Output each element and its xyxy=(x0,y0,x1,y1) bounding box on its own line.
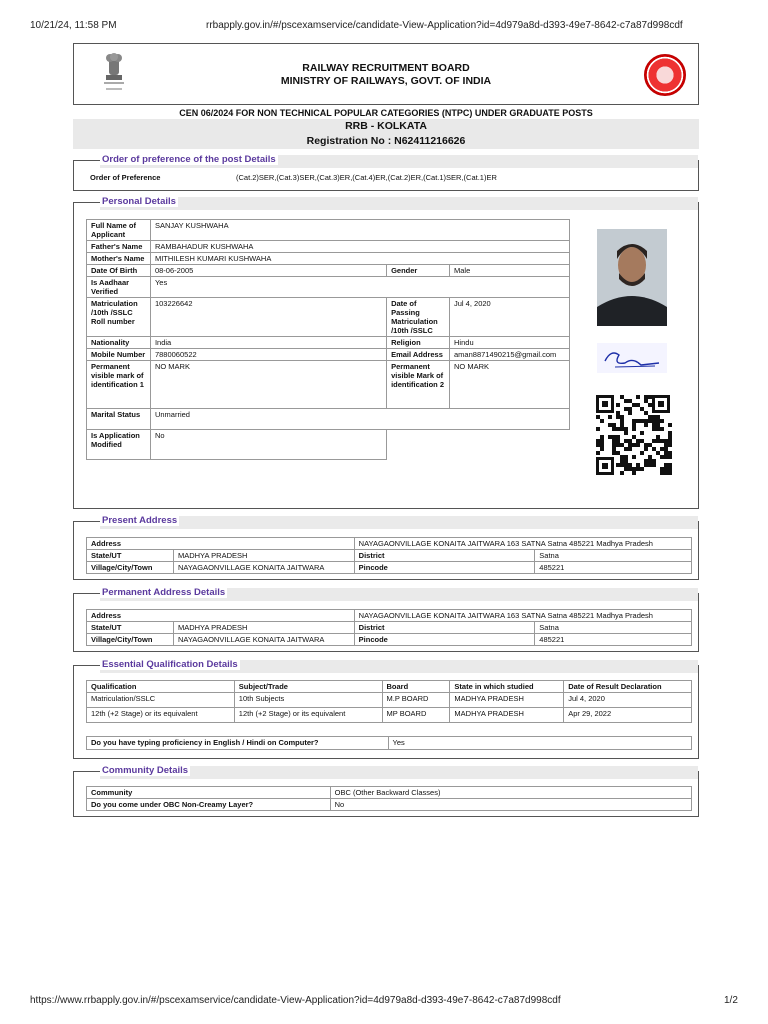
table-row xyxy=(87,298,570,337)
mark2-value: NO MARK xyxy=(450,361,570,409)
table-row xyxy=(87,361,570,409)
table-cell: MADHYA PRADESH xyxy=(450,708,564,723)
passing-date-label: Date of Passing Matriculation /10th /SSLC xyxy=(387,298,450,337)
community-section xyxy=(73,765,699,817)
print-url-top: rrbapply.gov.in/#/pscexamservice/candidate-View-Application?id=4d979a8d-d393-49e7-8642-c7a87d998cdf xyxy=(206,20,683,31)
applicant-signature xyxy=(597,343,667,373)
state-label: State/UT xyxy=(87,622,174,634)
pincode-value: 485221 xyxy=(535,634,692,646)
table-cell: M.P BOARD xyxy=(382,693,450,708)
registration-number: Registration No : N62411216626 xyxy=(73,133,699,149)
qualification-section xyxy=(73,659,699,759)
table-row xyxy=(87,693,692,708)
table-row xyxy=(87,241,570,253)
community-value: OBC (Other Backward Classes) xyxy=(330,787,691,799)
email-label: Email Address xyxy=(387,349,450,361)
mark2-label: Permanent visible Mark of identification 2 xyxy=(387,361,450,409)
header-box xyxy=(73,43,699,105)
permanent-address-table xyxy=(86,609,692,646)
preference-label: Order of Preference xyxy=(90,173,161,182)
nationality-label: Nationality xyxy=(87,337,151,349)
table-row xyxy=(87,337,570,349)
org-name-line1: RAILWAY RECRUITMENT BOARD xyxy=(302,62,470,74)
community-table xyxy=(86,786,692,811)
full-name-label: Full Name of Applicant xyxy=(87,220,151,241)
permanent-address-section xyxy=(73,587,699,652)
address-label: Address xyxy=(87,538,355,550)
state-studied-header: State in which studied xyxy=(450,681,564,693)
cen-title: CEN 06/2024 FOR NON TECHNICAL POPULAR CATEGORIES (NTPC) UNDER GRADUATE POSTS xyxy=(179,108,593,118)
gender-value: Male xyxy=(450,265,570,277)
table-row xyxy=(87,622,692,634)
table-cell: Jul 4, 2020 xyxy=(564,693,692,708)
personal-section xyxy=(73,196,699,509)
table-row xyxy=(87,220,570,241)
section-title: Permanent Address Details xyxy=(102,587,226,598)
nationality-value: India xyxy=(150,337,386,349)
indian-railways-logo-icon xyxy=(644,54,686,96)
matric-roll-value: 103226642 xyxy=(150,298,386,337)
village-label: Village/City/Town xyxy=(87,562,174,574)
qualification-table xyxy=(86,680,692,723)
table-cell: MP BOARD xyxy=(382,708,450,723)
full-name-value: SANJAY KUSHWAHA xyxy=(150,220,569,241)
print-page-number: 1/2 xyxy=(724,995,738,1006)
table-row xyxy=(87,562,692,574)
dob-label: Date Of Birth xyxy=(87,265,151,277)
org-name-line2: MINISTRY OF RAILWAYS, GOVT. OF INDIA xyxy=(280,75,492,87)
matric-roll-label: Matriculation /10th /SSLC Roll number xyxy=(87,298,151,337)
table-cell: Apr 29, 2022 xyxy=(564,708,692,723)
table-row xyxy=(87,681,692,693)
religion-label: Religion xyxy=(387,337,450,349)
state-value: MADHYA PRADESH xyxy=(173,622,354,634)
village-value: NAYAGAONVILLAGE KONAITA JAITWARA xyxy=(173,634,354,646)
address-value: NAYAGAONVILLAGE KONAITA JAITWARA 163 SATNA Satna 485221 Madhya Pradesh xyxy=(354,538,691,550)
address-label: Address xyxy=(87,610,355,622)
section-title: Personal Details xyxy=(102,196,176,207)
present-address-table xyxy=(86,537,692,574)
modified-value: No xyxy=(150,430,386,460)
table-row xyxy=(87,349,570,361)
section-title: Community Details xyxy=(102,765,189,776)
passing-date-value: Jul 4, 2020 xyxy=(450,298,570,337)
print-url-bottom: https://www.rrbapply.gov.in/#/pscexamservice/candidate-View-Application?id=4d979a8d-d393-49e7-8642-c7a87d998cdf xyxy=(30,995,561,1006)
village-label: Village/City/Town xyxy=(87,634,174,646)
table-row xyxy=(87,430,570,460)
table-row xyxy=(87,708,692,723)
table-row xyxy=(87,538,692,550)
pincode-label: Pincode xyxy=(354,634,535,646)
section-title: Present Address xyxy=(102,515,178,526)
typing-label: Do you have typing proficiency in English / Hindi on Computer? xyxy=(87,737,389,750)
table-row xyxy=(87,550,692,562)
mark1-value: NO MARK xyxy=(150,361,386,409)
marital-value: Unmarried xyxy=(150,409,569,430)
qr-code-icon xyxy=(594,393,672,477)
typing-value: Yes xyxy=(388,737,691,750)
table-row xyxy=(87,799,692,811)
print-datetime: 10/21/24, 11:58 PM xyxy=(30,20,117,31)
village-value: NAYAGAONVILLAGE KONAITA JAITWARA xyxy=(173,562,354,574)
present-address-section xyxy=(73,515,699,580)
district-value: Satna xyxy=(535,622,692,634)
state-value: MADHYA PRADESH xyxy=(173,550,354,562)
table-row xyxy=(87,634,692,646)
subject-header: Subject/Trade xyxy=(234,681,382,693)
table-row xyxy=(87,737,692,750)
father-name-value: RAMBAHADUR KUSHWAHA xyxy=(150,241,569,253)
board-header: Board xyxy=(382,681,450,693)
district-label: District xyxy=(354,550,535,562)
marital-label: Marital Status xyxy=(87,409,151,430)
table-cell: 12th (+2 Stage) or its equivalent xyxy=(87,708,235,723)
table-row xyxy=(87,277,570,298)
email-value: aman8871490215@gmail.com xyxy=(450,349,570,361)
dob-value: 08-06-2005 xyxy=(150,265,386,277)
rrb-name: RRB - KOLKATA xyxy=(73,119,699,133)
table-row xyxy=(87,610,692,622)
creamy-layer-value: No xyxy=(330,799,691,811)
state-label: State/UT xyxy=(87,550,174,562)
table-cell: 12th (+2 Stage) or its equivalent xyxy=(234,708,382,723)
aadhaar-label: Is Aadhaar Verified xyxy=(87,277,151,298)
religion-value: Hindu xyxy=(450,337,570,349)
section-title: Essential Qualification Details xyxy=(102,659,238,670)
address-value: NAYAGAONVILLAGE KONAITA JAITWARA 163 SATNA Satna 485221 Madhya Pradesh xyxy=(354,610,691,622)
creamy-layer-label: Do you come under OBC Non-Creamy Layer? xyxy=(87,799,331,811)
mark1-label: Permanent visible mark of identification 1 xyxy=(87,361,151,409)
pincode-label: Pincode xyxy=(354,562,535,574)
mobile-value: 7880060522 xyxy=(150,349,386,361)
table-row xyxy=(87,787,692,799)
personal-table xyxy=(86,219,570,460)
national-emblem-icon xyxy=(100,52,128,96)
mobile-label: Mobile Number xyxy=(87,349,151,361)
father-name-label: Father's Name xyxy=(87,241,151,253)
district-value: Satna xyxy=(535,550,692,562)
community-label: Community xyxy=(87,787,331,799)
table-cell: MADHYA PRADESH xyxy=(450,693,564,708)
aadhaar-value: Yes xyxy=(150,277,569,298)
pincode-value: 485221 xyxy=(535,562,692,574)
applicant-photo xyxy=(597,229,667,326)
modified-label: Is Application Modified xyxy=(87,430,151,460)
table-row xyxy=(87,253,570,265)
section-title: Order of preference of the post Details xyxy=(102,154,276,165)
mother-name-value: MITHILESH KUMARI KUSHWAHA xyxy=(150,253,569,265)
mother-name-label: Mother's Name xyxy=(87,253,151,265)
district-label: District xyxy=(354,622,535,634)
gender-label: Gender xyxy=(387,265,450,277)
table-cell: 10th Subjects xyxy=(234,693,382,708)
result-date-header: Date of Result Declaration xyxy=(564,681,692,693)
preference-section xyxy=(73,154,699,191)
qualification-header: Qualification xyxy=(87,681,235,693)
table-cell: Matriculation/SSLC xyxy=(87,693,235,708)
table-row xyxy=(87,409,570,430)
typing-table xyxy=(86,736,692,750)
preference-value: (Cat.2)SER,(Cat.3)SER,(Cat.3)ER,(Cat.4)ER,(Cat.2)ER,(Cat.1)SER,(Cat.1)ER xyxy=(236,173,497,182)
table-row xyxy=(87,265,570,277)
